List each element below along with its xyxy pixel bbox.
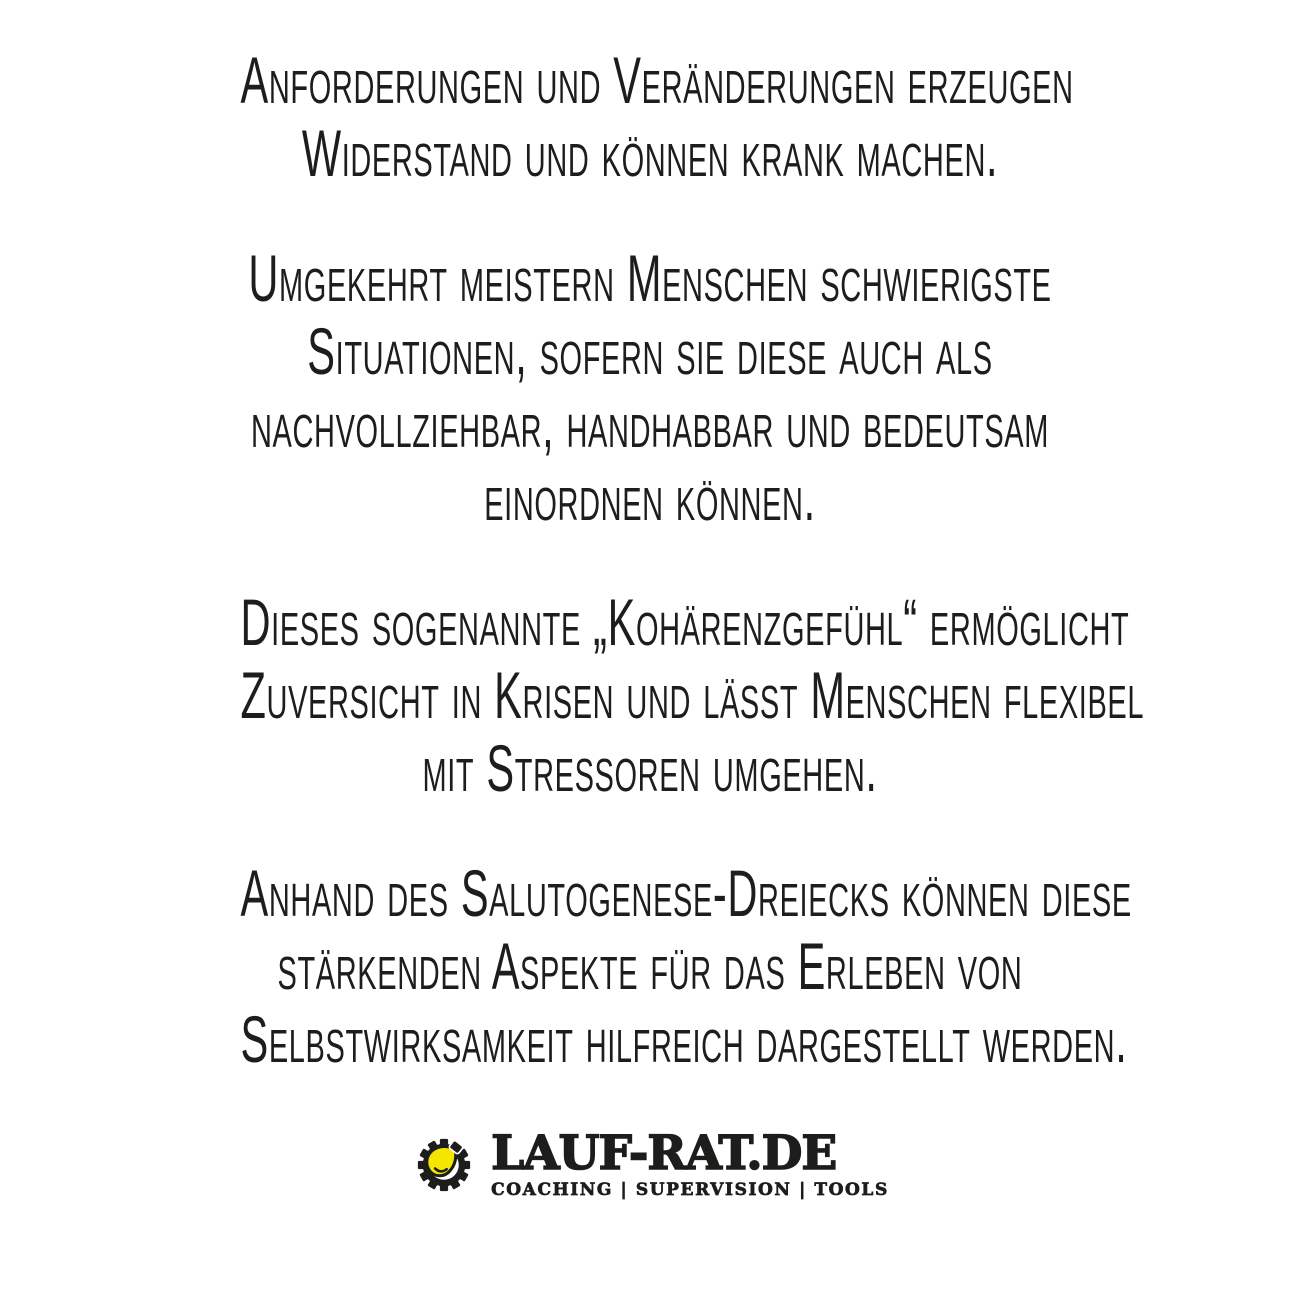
text-line: Selbstwirksamkeit hilfreich dargestellt werden. [240, 1002, 1128, 1076]
paragraph-3 [0, 586, 1300, 805]
text-line: nachvollziehbar, handhabbar und bedeutsam [250, 387, 1050, 461]
paragraph-4 [0, 857, 1300, 1076]
gear-lightbulb-smiley-icon [411, 1132, 477, 1198]
text-line: Anforderungen und Veränderungen erzeugen [240, 43, 1074, 117]
text-line: Umgekehrt meistern Menschen schwierigste [248, 241, 1052, 315]
paragraph-1 [0, 44, 1300, 190]
text-line: Situationen, sofern sie diese auch als [307, 314, 993, 388]
logo [0, 1126, 1300, 1200]
text-line: Widerstand und können krank machen. [301, 116, 999, 190]
text-line: Anhand des Salutogenese-Dreiecks können diese [240, 856, 1132, 930]
text-line: stärkenden Aspekte für das Erleben von [277, 929, 1023, 1003]
brand-tagline: COACHING | SUPERVISION | TOOLS [491, 1180, 889, 1200]
text-line: einordnen können. [484, 460, 816, 534]
text-line: mit Stressoren umgehen. [422, 731, 878, 805]
brand-name: LAUF-RAT.DE [491, 1126, 837, 1181]
text-line: Dieses sogenannte „Kohärenzgefühl“ ermöglicht [240, 585, 1130, 659]
text-line: Zuversicht in Krisen und lässt Menschen flexibel [240, 658, 1145, 732]
paragraph-2 [0, 242, 1300, 534]
logo-text [491, 1126, 889, 1200]
